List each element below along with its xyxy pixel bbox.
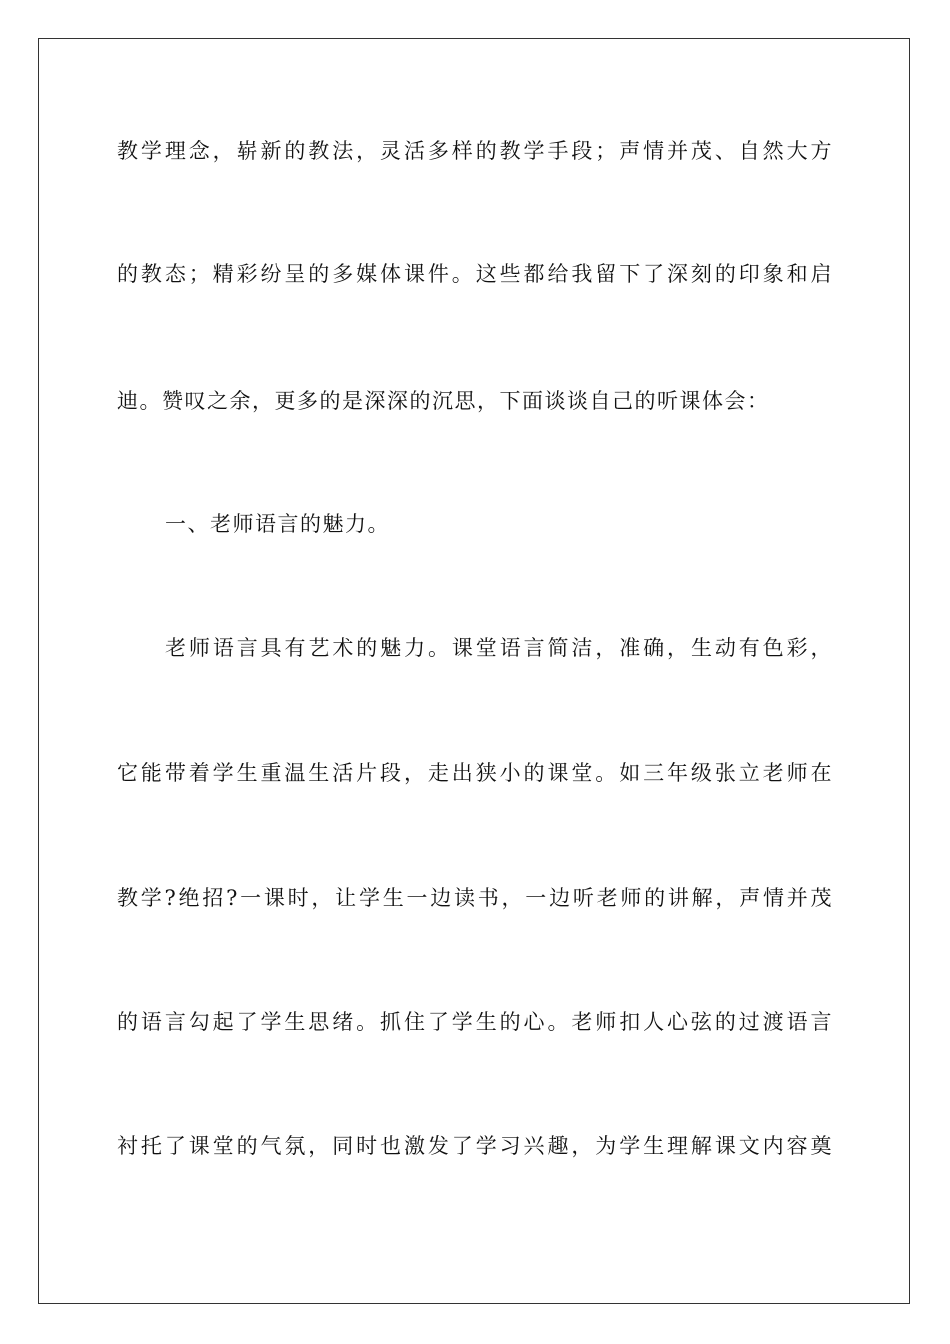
- paragraph-line-9: 衬托了课堂的气氛，同时也激发了学习兴趣，为学生理解课文内容奠: [117, 1134, 833, 1158]
- paragraph-line-2: 的教态；精彩纷呈的多媒体课件。这些都给我留下了深刻的印象和启: [117, 262, 833, 286]
- paragraph-line-3: 迪。赞叹之余，更多的是深深的沉思，下面谈谈自己的听课体会：: [117, 389, 770, 413]
- paragraph-line-5: 老师语言具有艺术的魅力。课堂语言简洁，准确，生动有色彩，: [165, 636, 833, 660]
- page-border: [38, 38, 910, 1304]
- paragraph-line-1: 教学理念，崭新的教法，灵活多样的教学手段；声情并茂、自然大方: [117, 139, 833, 163]
- section-heading: 一、老师语言的魅力。: [165, 512, 390, 536]
- paragraph-line-6: 它能带着学生重温生活片段，走出狭小的课堂。如三年级张立老师在: [117, 761, 833, 785]
- paragraph-line-7: 教学?绝招?一课时，让学生一边读书，一边听老师的讲解，声情并茂: [117, 886, 833, 910]
- paragraph-line-8: 的语言勾起了学生思绪。抓住了学生的心。老师扣人心弦的过渡语言: [117, 1010, 833, 1034]
